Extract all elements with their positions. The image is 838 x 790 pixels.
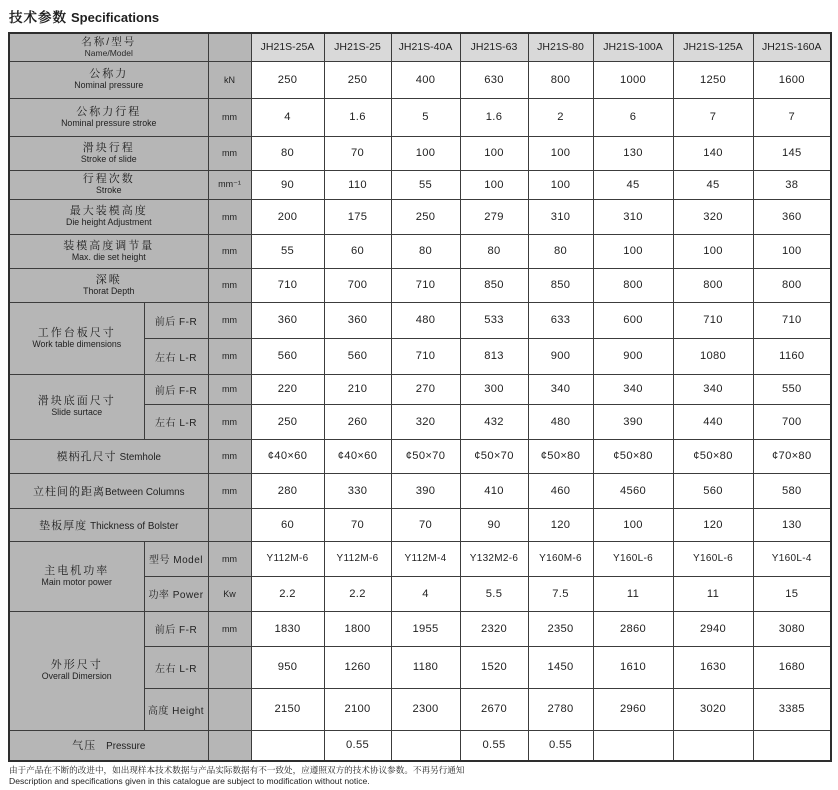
model-header: JH21S-125A [673, 33, 753, 61]
value-cell: Y160L-6 [593, 541, 673, 576]
name-model-en: Name/Model [84, 47, 133, 58]
row-label-zh: 装模高度调节量 [63, 239, 155, 252]
value-cell: 580 [753, 473, 831, 508]
value-cell: 3080 [753, 611, 831, 646]
value-cell: 700 [753, 404, 831, 439]
row-max-die-set-height [9, 234, 831, 268]
value-cell [593, 730, 673, 761]
value-cell: 130 [753, 508, 831, 541]
value-cell: 110 [324, 170, 391, 199]
model-header: JH21S-63 [460, 33, 528, 61]
value-cell: 480 [528, 404, 593, 439]
row-label-en: Pressure [106, 741, 146, 753]
page-title [9, 6, 830, 26]
value-cell: 6 [593, 98, 673, 136]
row-nominal-pressure-stroke [9, 98, 831, 136]
row-label-en: Overall Dimersion [41, 671, 112, 682]
row-throat-depth [9, 268, 831, 302]
value-cell: 480 [391, 302, 460, 338]
row-label-en: Nominal pressure stroke [61, 117, 157, 128]
row-nominal-pressure [9, 61, 831, 98]
value-cell: 80 [251, 136, 324, 170]
value-cell: 279 [460, 199, 528, 234]
value-cell: 90 [460, 508, 528, 541]
row-stroke [9, 170, 831, 199]
value-cell: 310 [593, 199, 673, 234]
row-label-work-table [9, 302, 144, 374]
value-cell: 710 [673, 302, 753, 338]
value-cell: 330 [324, 473, 391, 508]
row-label-zh: 模柄孔尺寸 [56, 451, 117, 463]
value-cell: 100 [460, 170, 528, 199]
unit-cell: mm [208, 136, 251, 170]
value-cell: 710 [391, 268, 460, 302]
row-label-en: Slide surtace [51, 407, 103, 418]
row-label-zh: 最大装模高度 [69, 205, 148, 218]
value-cell: 70 [324, 136, 391, 170]
row-label-zh: 滑块行程 [82, 141, 135, 154]
value-cell: 1680 [753, 646, 831, 688]
value-cell: ¢50×80 [593, 439, 673, 473]
value-cell: 0.55 [324, 730, 391, 761]
value-cell: 80 [528, 234, 593, 268]
value-cell: 460 [528, 473, 593, 508]
value-cell: 2780 [528, 688, 593, 730]
value-cell: 1080 [673, 338, 753, 374]
value-cell [391, 730, 460, 761]
model-header: JH21S-40A [391, 33, 460, 61]
row-label [9, 98, 208, 136]
value-cell: 145 [753, 136, 831, 170]
value-cell: 1160 [753, 338, 831, 374]
value-cell: 120 [528, 508, 593, 541]
row-bolster-thickness [9, 508, 831, 541]
value-cell: 45 [593, 170, 673, 199]
value-cell: 550 [753, 374, 831, 404]
unit-cell: mm [208, 98, 251, 136]
value-cell: 3385 [753, 688, 831, 730]
value-cell: 38 [753, 170, 831, 199]
value-cell: 55 [251, 234, 324, 268]
sublabel-cell: 左右 L-R [144, 404, 208, 439]
value-cell: 2300 [391, 688, 460, 730]
value-cell: 1520 [460, 646, 528, 688]
row-label [9, 136, 208, 170]
value-cell: 560 [673, 473, 753, 508]
value-cell: Y160M-6 [528, 541, 593, 576]
unit-cell: mm [208, 338, 251, 374]
sublabel-cell: 功率 Power [144, 576, 208, 611]
value-cell: 1180 [391, 646, 460, 688]
value-cell: 7.5 [528, 576, 593, 611]
value-cell [251, 730, 324, 761]
value-cell: 560 [324, 338, 391, 374]
value-cell: 250 [251, 61, 324, 98]
value-cell: 5.5 [460, 576, 528, 611]
unit-column-header [208, 33, 251, 61]
value-cell: 80 [460, 234, 528, 268]
row-label-zh: 垫板厚度 [39, 519, 88, 532]
value-cell: 950 [251, 646, 324, 688]
value-cell: 1.6 [460, 98, 528, 136]
value-cell: 800 [528, 61, 593, 98]
value-cell: 1260 [324, 646, 391, 688]
row-label [9, 508, 208, 541]
row-label-en: Between Columns [105, 486, 185, 498]
row-label-en: Thorat Depth [83, 285, 135, 296]
specifications-table [8, 32, 832, 762]
row-label-slide-surface [9, 374, 144, 439]
value-cell: ¢70×80 [753, 439, 831, 473]
unit-cell: mm [208, 302, 251, 338]
value-cell: 800 [753, 268, 831, 302]
value-cell: 11 [593, 576, 673, 611]
name-model-zh: 名称/型号 [81, 36, 137, 49]
value-cell: 800 [593, 268, 673, 302]
value-cell: 270 [391, 374, 460, 404]
value-cell: Y160L-4 [753, 541, 831, 576]
row-label [9, 730, 208, 761]
value-cell: 0.55 [528, 730, 593, 761]
value-cell: 250 [251, 404, 324, 439]
unit-cell: mm [208, 541, 251, 576]
footer-note-zh: 由于产品在不断的改进中，如出现样本技术数据与产品实际数据有不一致处，应遵照双方的技术协议参数。不再另行通知 [9, 765, 465, 775]
row-label-overall-dimension [9, 611, 144, 730]
value-cell: 2320 [460, 611, 528, 646]
value-cell: 900 [528, 338, 593, 374]
row-overall-fr [9, 611, 831, 646]
row-label-zh: 外形尺寸 [50, 659, 103, 672]
value-cell: Y132M2-6 [460, 541, 528, 576]
row-label [9, 473, 208, 508]
value-cell: 440 [673, 404, 753, 439]
value-cell: Y112M-6 [324, 541, 391, 576]
value-cell: 2150 [251, 688, 324, 730]
value-cell: 1600 [753, 61, 831, 98]
row-label-zh: 气压 [72, 740, 97, 753]
value-cell: 813 [460, 338, 528, 374]
unit-cell [208, 646, 251, 688]
model-header: JH21S-80 [528, 33, 593, 61]
name-model-header [9, 33, 208, 61]
row-die-height-adjustment [9, 199, 831, 234]
value-cell: 600 [593, 302, 673, 338]
value-cell: 4 [391, 576, 460, 611]
value-cell: 60 [324, 234, 391, 268]
value-cell: 55 [391, 170, 460, 199]
row-work-table-fr [9, 302, 831, 338]
row-label-en: Work table dimensions [32, 338, 122, 349]
value-cell: 80 [391, 234, 460, 268]
row-label-zh: 深喉 [95, 273, 122, 286]
model-header: JH21S-25A [251, 33, 324, 61]
footer-note-en: Description and specifications given in this catalogue are subject to modification without notice. [9, 776, 370, 787]
row-label-en: Max. die set height [71, 251, 146, 262]
value-cell: 90 [251, 170, 324, 199]
page-title-en: Specifications [71, 10, 160, 25]
unit-cell: mm [208, 199, 251, 234]
value-cell: 310 [528, 199, 593, 234]
row-label-zh: 公称力行程 [76, 105, 142, 118]
value-cell: 340 [528, 374, 593, 404]
row-label-en: Thickness of Bolster [90, 520, 179, 532]
value-cell: 175 [324, 199, 391, 234]
value-cell: 100 [460, 136, 528, 170]
sublabel-cell: 高度 Height [144, 688, 208, 730]
value-cell: 710 [753, 302, 831, 338]
value-cell: 320 [673, 199, 753, 234]
value-cell: 533 [460, 302, 528, 338]
row-slide-surface-fr [9, 374, 831, 404]
sublabel-cell: 型号 Model [144, 541, 208, 576]
value-cell: 70 [324, 508, 391, 541]
value-cell: 300 [460, 374, 528, 404]
value-cell: Y112M-4 [391, 541, 460, 576]
value-cell: 100 [673, 234, 753, 268]
row-label-en: Stroke [96, 185, 122, 196]
row-label-zh: 公称力 [89, 68, 129, 81]
value-cell: 100 [753, 234, 831, 268]
value-cell: 100 [528, 170, 593, 199]
value-cell: 1250 [673, 61, 753, 98]
value-cell: 1630 [673, 646, 753, 688]
value-cell: 900 [593, 338, 673, 374]
unit-cell: mm [208, 234, 251, 268]
value-cell: 1610 [593, 646, 673, 688]
unit-cell [208, 508, 251, 541]
value-cell: 260 [324, 404, 391, 439]
value-cell: 410 [460, 473, 528, 508]
value-cell: 45 [673, 170, 753, 199]
value-cell: 1450 [528, 646, 593, 688]
value-cell: 60 [251, 508, 324, 541]
row-label-en: Die height Adjustment [65, 217, 152, 228]
value-cell: 280 [251, 473, 324, 508]
value-cell: 630 [460, 61, 528, 98]
value-cell: Y112M-6 [251, 541, 324, 576]
value-cell: 340 [593, 374, 673, 404]
value-cell: 850 [460, 268, 528, 302]
value-cell: 560 [251, 338, 324, 374]
value-cell: 100 [391, 136, 460, 170]
row-label-en: Main motor power [41, 576, 112, 587]
row-label-en: Stemhole [119, 452, 161, 463]
value-cell: 1000 [593, 61, 673, 98]
sublabel-cell: 左右 L-R [144, 646, 208, 688]
value-cell: 2670 [460, 688, 528, 730]
value-cell: 1800 [324, 611, 391, 646]
unit-cell: mm [208, 374, 251, 404]
row-motor-model [9, 541, 831, 576]
value-cell: 2960 [593, 688, 673, 730]
value-cell: ¢50×80 [528, 439, 593, 473]
sublabel-cell: 前后 F-R [144, 374, 208, 404]
value-cell: ¢40×60 [324, 439, 391, 473]
value-cell: 710 [251, 268, 324, 302]
value-cell [753, 730, 831, 761]
value-cell: ¢50×70 [460, 439, 528, 473]
unit-cell [208, 730, 251, 761]
row-label [9, 61, 208, 98]
value-cell: 100 [593, 508, 673, 541]
value-cell: 220 [251, 374, 324, 404]
row-label-zh: 主电机功率 [44, 564, 110, 577]
unit-cell: mm [208, 439, 251, 473]
value-cell: 360 [753, 199, 831, 234]
row-label [9, 268, 208, 302]
value-cell: 210 [324, 374, 391, 404]
model-header: JH21S-25 [324, 33, 391, 61]
row-label-zh: 工作台板尺寸 [37, 326, 116, 339]
value-cell: 5 [391, 98, 460, 136]
value-cell: 432 [460, 404, 528, 439]
value-cell: 633 [528, 302, 593, 338]
row-between-columns [9, 473, 831, 508]
value-cell: 130 [593, 136, 673, 170]
value-cell: 800 [673, 268, 753, 302]
value-cell: 4560 [593, 473, 673, 508]
sublabel-cell: 左右 L-R [144, 338, 208, 374]
value-cell: 390 [593, 404, 673, 439]
model-header: JH21S-100A [593, 33, 673, 61]
model-header: JH21S-160A [753, 33, 831, 61]
value-cell: 11 [673, 576, 753, 611]
value-cell: 2350 [528, 611, 593, 646]
row-label [9, 199, 208, 234]
value-cell [673, 730, 753, 761]
row-label [9, 170, 208, 199]
value-cell: ¢40×60 [251, 439, 324, 473]
row-pressure [9, 730, 831, 761]
value-cell: 250 [324, 61, 391, 98]
sublabel-cell: 前后 F-R [144, 611, 208, 646]
unit-cell: mm [208, 404, 251, 439]
row-label-en: Stroke of slide [80, 153, 137, 164]
value-cell: 340 [673, 374, 753, 404]
value-cell: Y160L-6 [673, 541, 753, 576]
value-cell: 2100 [324, 688, 391, 730]
value-cell: 250 [391, 199, 460, 234]
row-label-zh: 立柱间的距离 [33, 485, 105, 498]
unit-cell: Kw [208, 576, 251, 611]
value-cell: 2 [528, 98, 593, 136]
unit-cell: mm [208, 268, 251, 302]
value-cell: 1830 [251, 611, 324, 646]
value-cell: 390 [391, 473, 460, 508]
value-cell: 1955 [391, 611, 460, 646]
value-cell: 320 [391, 404, 460, 439]
value-cell: 120 [673, 508, 753, 541]
value-cell: 15 [753, 576, 831, 611]
value-cell: 2940 [673, 611, 753, 646]
row-label [9, 439, 208, 473]
footer-note [9, 765, 830, 787]
unit-cell: mm [208, 611, 251, 646]
row-stemhole [9, 439, 831, 473]
value-cell: 700 [324, 268, 391, 302]
row-label [9, 234, 208, 268]
value-cell: 200 [251, 199, 324, 234]
value-cell: 70 [391, 508, 460, 541]
value-cell: 400 [391, 61, 460, 98]
value-cell: ¢50×80 [673, 439, 753, 473]
sublabel-cell: 前后 F-R [144, 302, 208, 338]
row-label-zh: 行程次数 [82, 173, 135, 186]
value-cell: ¢50×70 [391, 439, 460, 473]
value-cell: 2860 [593, 611, 673, 646]
unit-cell: mm [208, 473, 251, 508]
row-label-main-motor [9, 541, 144, 611]
value-cell: 0.55 [460, 730, 528, 761]
value-cell: 7 [673, 98, 753, 136]
value-cell: 100 [528, 136, 593, 170]
unit-cell: kN [208, 61, 251, 98]
value-cell: 850 [528, 268, 593, 302]
value-cell: 710 [391, 338, 460, 374]
value-cell: 2.2 [324, 576, 391, 611]
value-cell: 4 [251, 98, 324, 136]
unit-cell: mm⁻¹ [208, 170, 251, 199]
value-cell: 2.2 [251, 576, 324, 611]
value-cell: 7 [753, 98, 831, 136]
row-stroke-of-slide [9, 136, 831, 170]
header-row [9, 33, 831, 61]
row-label-zh: 滑块底面尺寸 [37, 395, 116, 408]
value-cell: 100 [593, 234, 673, 268]
value-cell: 360 [251, 302, 324, 338]
page-title-zh: 技术参数 [9, 10, 67, 25]
row-label-en: Nominal pressure [74, 80, 144, 91]
unit-cell [208, 688, 251, 730]
value-cell: 140 [673, 136, 753, 170]
value-cell: 1.6 [324, 98, 391, 136]
value-cell: 360 [324, 302, 391, 338]
value-cell: 3020 [673, 688, 753, 730]
